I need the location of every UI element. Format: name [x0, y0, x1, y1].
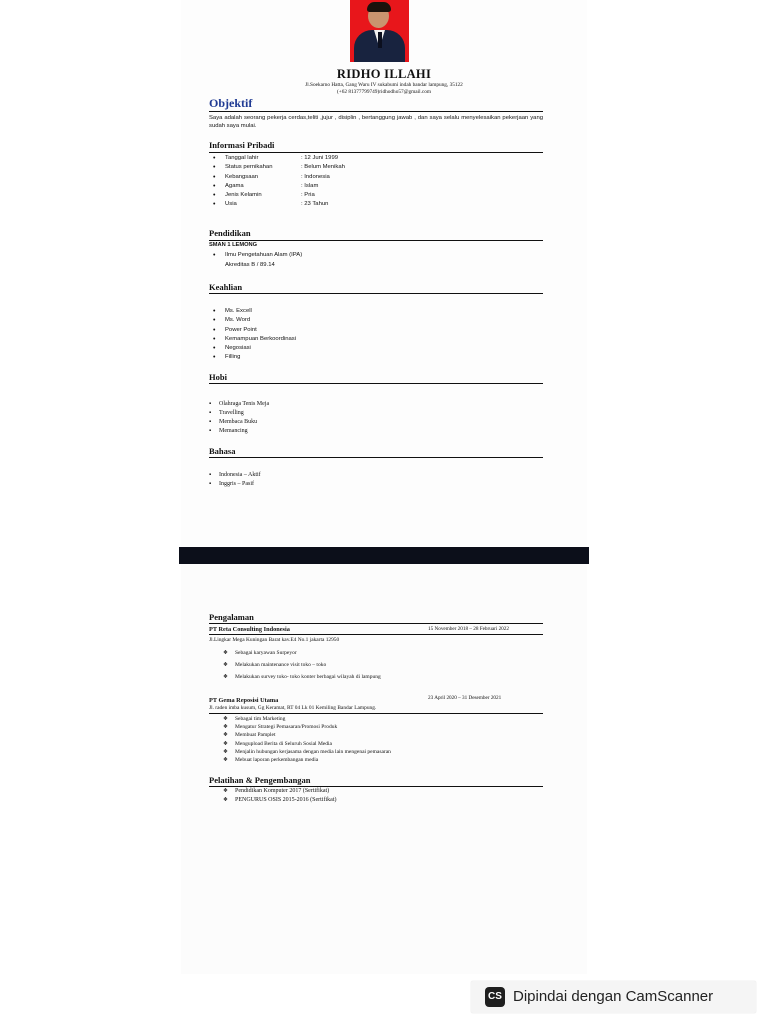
- list-item: ❖ Menjalin hubungan kerjasama dengan media lain mengenai pemasaran: [223, 748, 391, 756]
- profile-photo: [350, 0, 409, 62]
- job2-company: PT Gema Reposisi Utama: [209, 697, 279, 704]
- list-item: • Power Point: [213, 326, 296, 335]
- objektif-text: Saya adalah seorang pekerja cerdas,teliti ,jujur , disiplin , bertanggung jawab , dan saya selalu menyelesaikan pekerjaan yang sudah saya mulai.: [209, 115, 543, 129]
- job1-dates: 15 November 2018 – 28 Februari 2022: [428, 626, 509, 632]
- school-name: SMAN 1 LEMONG: [209, 242, 258, 248]
- job2-dates: 23 April 2020 – 31 Desember 2021: [428, 695, 502, 701]
- hobi-heading: Hobi: [209, 372, 227, 382]
- keahlian-heading: Keahlian: [209, 282, 243, 292]
- list-item: • Negosiasi: [213, 344, 296, 353]
- bahasa-list: [209, 471, 261, 489]
- list-item: ❖ Mengupload Berita di Seluruh Sosial Media: [223, 740, 391, 748]
- job1-company: PT Reta Consulting Indonesia: [209, 626, 290, 633]
- list-item: ❖ Melakukan survey toko- toko konter berbagai wilayah di lampung: [223, 673, 381, 685]
- list-item: • Kebangsaan : Indonesia: [213, 173, 345, 182]
- bahasa-rule: [209, 457, 543, 458]
- informasi-rule: [209, 152, 543, 153]
- list-item: ❖ Pendidikan Komputer 2017 (Sertifikat): [223, 787, 337, 796]
- job2-rule: [209, 713, 543, 714]
- objektif-heading: Objektif: [209, 96, 253, 110]
- pendidikan-rule: [209, 240, 543, 241]
- list-item: • Ilmu Pengetahuan Alam (IPA): [213, 251, 302, 260]
- pengalaman-heading: Pengalaman: [209, 612, 254, 622]
- job2-address: Jl. raden imba kusum, Gg Keramat, RT 04 Lk 01 Kemiling Bandar Lampung.: [209, 705, 377, 711]
- list-item: • Agama : Islam: [213, 182, 345, 191]
- camscanner-icon: CS: [485, 987, 505, 1007]
- list-item: ❖ Membuat Pamplet: [223, 731, 391, 739]
- list-item: ▪ Inggris – Pasif: [209, 480, 261, 489]
- list-item: • Filling: [213, 353, 296, 362]
- list-item: ▪ Indonesia – Aktif: [209, 471, 261, 480]
- list-item: • Ms. Word: [213, 316, 296, 325]
- keahlian-rule: [209, 293, 543, 294]
- list-item: ❖ Sebagai tim Marketing: [223, 715, 391, 723]
- page-separator-band: [179, 547, 589, 564]
- hobi-rule: [209, 383, 543, 384]
- list-item: ▪ Memancing: [209, 427, 269, 436]
- informasi-list: [213, 154, 345, 210]
- list-item: ❖ Mebuat laporan perkembangan media: [223, 756, 391, 764]
- camscanner-text: Dipindai dengan CamScanner: [513, 988, 714, 1005]
- list-item: ❖ Melakukan maintenance visit toko – toko: [223, 661, 381, 673]
- list-item: ❖ PENGURUS OSIS 2015-2016 (Sertifikat): [223, 796, 337, 805]
- job2-duties: [223, 715, 391, 764]
- bahasa-heading: Bahasa: [209, 446, 236, 456]
- list-item: ▪ Membaca Buku: [209, 418, 269, 427]
- pendidikan-heading: Pendidikan: [209, 228, 251, 238]
- pengalaman-rule: [209, 623, 543, 624]
- list-item: • Usia : 23 Tahun: [213, 200, 345, 209]
- hobi-list: [209, 400, 269, 436]
- contact-line: (+62 81377799749)ridhodho57@gmail.com: [336, 89, 432, 95]
- list-item: • Status pernikahan : Belum Menikah: [213, 163, 345, 172]
- pelatihan-list: [223, 787, 337, 805]
- list-item: ❖ Mengatur Strategi Pemasaran/Promosi Produk: [223, 723, 391, 731]
- job1-duties: [223, 649, 381, 685]
- camscanner-watermark: [471, 981, 756, 1013]
- keahlian-list: [213, 307, 296, 363]
- pelatihan-heading: Pelatihan & Pengembangan: [209, 775, 311, 785]
- list-item: • Jenis Kelamin : Pria: [213, 191, 345, 200]
- objektif-rule: [209, 111, 543, 112]
- list-item: • Kemampuan Berkoordinasi: [213, 335, 296, 344]
- job1-address: Jl.Lingkar Mega Kuningan Barat kav.E4 No.1 jakarta 12950: [209, 637, 340, 643]
- list-item: ❖ Sebagai karyawan Surpeyor: [223, 649, 381, 661]
- pendidikan-list: [213, 251, 302, 260]
- address-line: Jl.Soekarno Hatta, Gang Waru IV sukabumi indah bandar lampung, 35122: [305, 82, 463, 88]
- akreditas: Akreditas B / 89.14: [225, 262, 275, 268]
- resume-name: RIDHO ILLAHI: [336, 67, 432, 81]
- informasi-heading: Informasi Pribadi: [209, 140, 275, 150]
- list-item: ▪ Travelling: [209, 409, 269, 418]
- list-item: • Ms. Excell: [213, 307, 296, 316]
- list-item: • Tanggal lahir : 12 Juni 1999: [213, 154, 345, 163]
- list-item: ▪ Olahraga Tenis Meja: [209, 400, 269, 409]
- job1-rule: [209, 634, 543, 635]
